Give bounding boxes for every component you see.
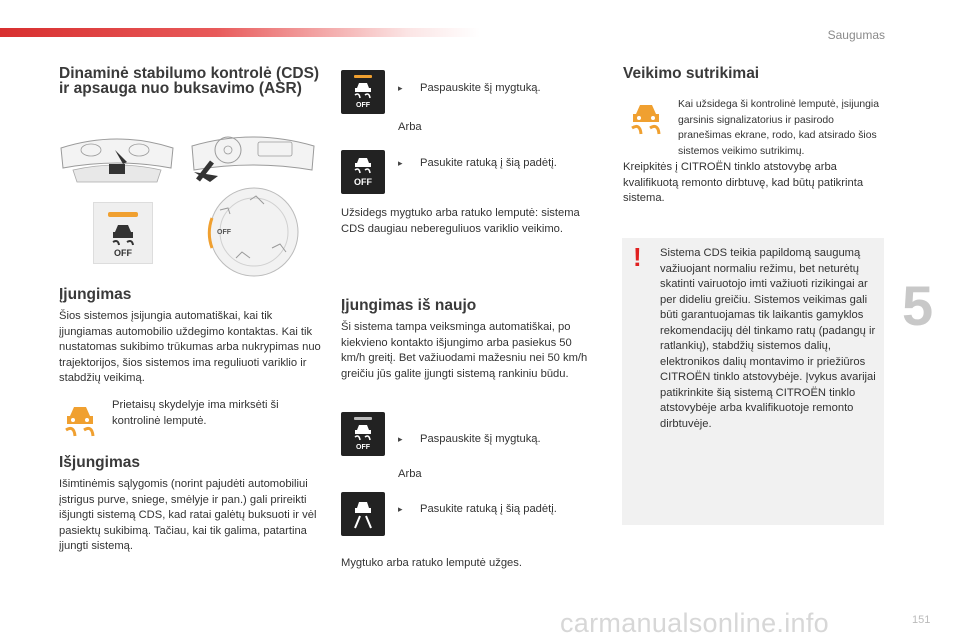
- skid-warning-lamp-icon: [628, 100, 664, 138]
- cds-button-icon-1: [341, 70, 385, 114]
- step-press-text-2: Paspauskite šį mygtuką.: [420, 433, 541, 445]
- off-label: OFF: [356, 444, 370, 451]
- malfunction-text: Kreipkitės į CITROËN tinklo atstovybę arba kvalifikuotą remonto dirbtuvę, kad būtų patikrinta sistema.: [623, 161, 864, 204]
- button-led: [108, 212, 138, 217]
- disable-heading-block: [59, 455, 140, 470]
- bullet-icon: ▸: [398, 158, 403, 168]
- bullet-icon: ▸: [398, 434, 403, 444]
- step-turn-text-2: Pasukite ratuką į šią padėtį.: [420, 503, 557, 515]
- enable-heading: Įjungimas: [59, 286, 132, 303]
- reenable-text: Ši sistema tampa veiksminga automatiškai, po kiekvieno kontakto išjungimo arba pasiekus 50 km/h greitį. Bet važiuodami mažesniu nei 50 km/h greičiu jūs galite įjungti sistemą rankiniu būdu.: [341, 321, 588, 380]
- skid-car-icon: [353, 156, 373, 174]
- svg-text:OFF: OFF: [217, 229, 231, 236]
- cds-knob-icon-2: [341, 492, 385, 536]
- cds-knob-icon-1: [341, 150, 385, 194]
- dashboard-illustration-left: [57, 128, 177, 184]
- lamp-note: Prietaisų skydelyje ima mirksėti ši kontrolinė lemputė.: [112, 399, 279, 427]
- chapter-number: 5: [902, 274, 934, 337]
- disable-heading: Išjungimas: [59, 454, 140, 471]
- safety-note-block: [660, 246, 882, 432]
- dashboard-illustration-right: [188, 128, 318, 184]
- enable-heading-block: [59, 287, 131, 302]
- skid-car-icon: [353, 81, 373, 99]
- after-off-block: [341, 206, 597, 237]
- section-title: Saugumas: [827, 28, 885, 42]
- cds-off-button-illustration: [93, 202, 153, 264]
- road-car-icon: [349, 498, 377, 530]
- lamp-note-block: [112, 398, 322, 429]
- skid-warning-lamp-icon: [62, 402, 98, 440]
- malfunction-lamp-text: Kai užsidega ši kontrolinė lemputė, įsijungia garsinis signalizatorius ir pasirodo pranešimas ekrane, rodo, kad atsirado šios sistemos veikimo sutrikimų.: [678, 99, 879, 157]
- watermark: carmanualsonline.info: [560, 608, 829, 638]
- button-led-off: [354, 417, 372, 420]
- or-text-2: Arba: [398, 468, 422, 480]
- bullet-icon: ▸: [398, 83, 403, 93]
- button-led-on: [354, 75, 372, 78]
- skid-car-icon: [109, 222, 137, 248]
- or-text: Arba: [398, 121, 422, 133]
- step-press-text: Paspauskite šį mygtuką.: [420, 82, 541, 94]
- step-turn-text: Pasukite ratuką į šią padėtį.: [420, 157, 557, 169]
- reenable-heading: Įjungimas iš naujo: [341, 297, 477, 314]
- safety-note-text: Sistema CDS teikia papildomą saugumą važiuojant normaliu režimu, bet neturėtų skatinti vairuotojo imti važiuoti rizikingai ar per dideliu greičiu. Sistemos veikimas gali būti garantuojamas tik laikantis gamyklos rekomendacijų dėl tinkamo ratų (padangų ir ratlankių), stabdžių sistemos dalių, elektronikos dalių montavimo ir priežiūros CITROËN tinklo atstovybėje. Įvykus avarijai patikrinkite šią sistemą CITROËN tinklo atstovybėje arba kvalifikuotoje remonto dirbtuvėje.: [660, 247, 876, 430]
- cds-title: Dinaminė stabilumo kontrolė (CDS) ir apsauga nuo buksavimo (ASR): [59, 65, 320, 97]
- page-number: 151: [912, 614, 931, 626]
- disable-text: Išimtinėmis sąlygomis (norint pajudėti automobiliui įstrigus purve, sniege, smėlyje ir pan.) gali prireikti išjungti sistemą CDS, kad ratai galėtų buksuoti ir vėl pasiektų sukibimą. Tačiau, kai tik galima, patartina įjungti sistemą.: [59, 478, 317, 552]
- skid-car-icon: [353, 423, 373, 441]
- disable-text-block: [59, 477, 325, 555]
- after-off-text: Užsidegs mygtuko arba ratuko lemputė: sistema CDS daugiau nebereguliuos variklio veikimo.: [341, 207, 580, 235]
- cds-button-icon-2: [341, 412, 385, 456]
- off-label: OFF: [354, 177, 372, 187]
- malfunction-heading: Veikimo sutrikimai: [623, 65, 760, 82]
- reenable-text-block: [341, 320, 599, 382]
- enable-text-block: [59, 309, 325, 387]
- malfunction-lamp-block: [678, 97, 888, 159]
- enable-text: Šios sistemos įsijungia automatiškai, kai tik įjungiamas automobilio uždegimo kontaktas. Kai tik nustatomas sukibimo trūkumas arba nukrypimas nuo trajektorijos, šios sistemos ima reguliuoti variklio ir stabdžių veikimą.: [59, 310, 321, 384]
- header-accent-bar: [0, 28, 480, 37]
- warning-exclamation-icon: !: [633, 242, 642, 272]
- malfunction-heading-block: [623, 66, 759, 81]
- reenable-heading-block: [341, 298, 476, 313]
- malfunction-text-block: [623, 160, 883, 207]
- cds-title-block: [59, 66, 324, 96]
- off-label: OFF: [114, 248, 132, 258]
- rotary-knob-illustration: [206, 186, 302, 278]
- off-label: OFF: [356, 102, 370, 109]
- bullet-icon: ▸: [398, 504, 403, 514]
- after-on-text: Mygtuko arba ratuko lemputė užges.: [341, 557, 522, 569]
